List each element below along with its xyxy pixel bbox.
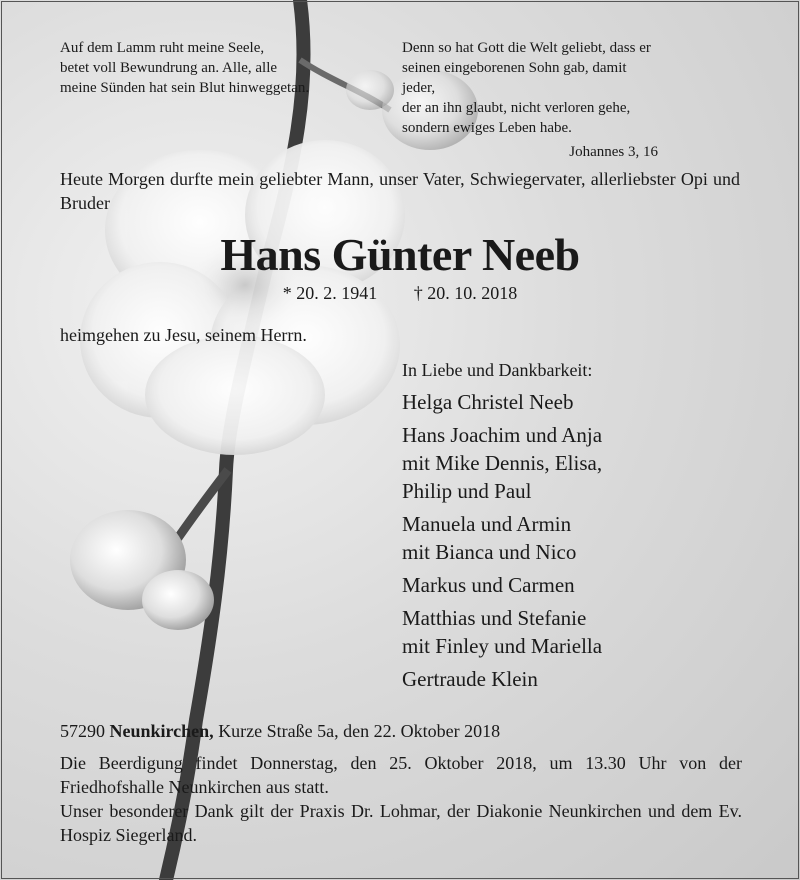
mourner-group [402, 421, 742, 505]
mourner-group [402, 571, 742, 599]
place-date-line [60, 719, 742, 743]
mourner-line: Markus und Carmen [402, 573, 575, 597]
mourner-group [402, 510, 742, 566]
mourner-group [402, 604, 742, 660]
mourner-line: Manuela und Armin [402, 512, 572, 536]
mourners-list [402, 358, 742, 698]
mourner-group [402, 388, 742, 416]
verse-right-line: Denn so hat Gott die Welt geliebt, dass er [402, 40, 651, 56]
mourner-line: Gertraude Klein [402, 667, 538, 691]
life-dates [0, 283, 800, 304]
intro-text: Heute Morgen durfte mein geliebter Mann, unser Vater, Schwiegervater, allerliebster Opi und Bruder [60, 169, 740, 213]
zip-code: 57290 [60, 721, 105, 741]
mourner-line: Philip und Paul [402, 479, 532, 503]
mourner-line: Helga Christel Neeb [402, 390, 574, 414]
verse-left-line: meine Sünden hat sein Blut hinweggetan. [60, 80, 310, 96]
mourner-line: mit Bianca und Nico [402, 540, 577, 564]
verse-right-line: seinen eingeborenen Sohn gab, damit jeder, [402, 60, 627, 96]
verse-right-line: der an ihn glaubt, nicht verloren gehe, [402, 100, 631, 116]
mourner-line: Hans Joachim und Anja [402, 423, 603, 447]
thanks-note: Unser besonderer Dank gilt der Praxis Dr. Lohmar, der Diakonie Neunkirchen und dem Ev. Hospiz Siegerland. [60, 801, 742, 845]
address-date: Kurze Straße 5a, den 22. Oktober 2018 [218, 721, 501, 741]
mourner-line: mit Mike Dennis, Elisa, [402, 451, 603, 475]
passing-text: heimgehen zu Jesu, seinem Herrn. [60, 325, 307, 345]
birth-date: * 20. 2. 1941 [282, 283, 378, 303]
deceased-name: Hans Günter Neeb [220, 229, 580, 280]
mourner-line: Matthias und Stefanie [402, 606, 587, 630]
verse-right [402, 38, 662, 162]
footer [60, 719, 742, 847]
mourner-line: mit Finley und Mariella [402, 634, 603, 658]
bible-reference: Johannes 3, 16 [569, 144, 658, 160]
verse-left [60, 38, 309, 98]
verse-left-line: Auf dem Lamm ruht meine Seele, [60, 40, 265, 56]
death-date: † 20. 10. 2018 [413, 283, 518, 303]
verse-right-line: sondern ewiges Leben habe. [402, 120, 572, 136]
mourner-group [402, 665, 742, 693]
thanks-heading: In Liebe und Dankbarkeit: [402, 360, 593, 380]
verse-left-line: betet voll Bewundrung an. Alle, alle [60, 60, 278, 76]
city-name: Neunkirchen, [109, 721, 214, 741]
funeral-info: Die Beerdigung findet Donnerstag, den 25. Oktober 2018, um 13.30 Uhr von der Friedhofshalle Neunkirchen aus statt. [60, 753, 742, 797]
